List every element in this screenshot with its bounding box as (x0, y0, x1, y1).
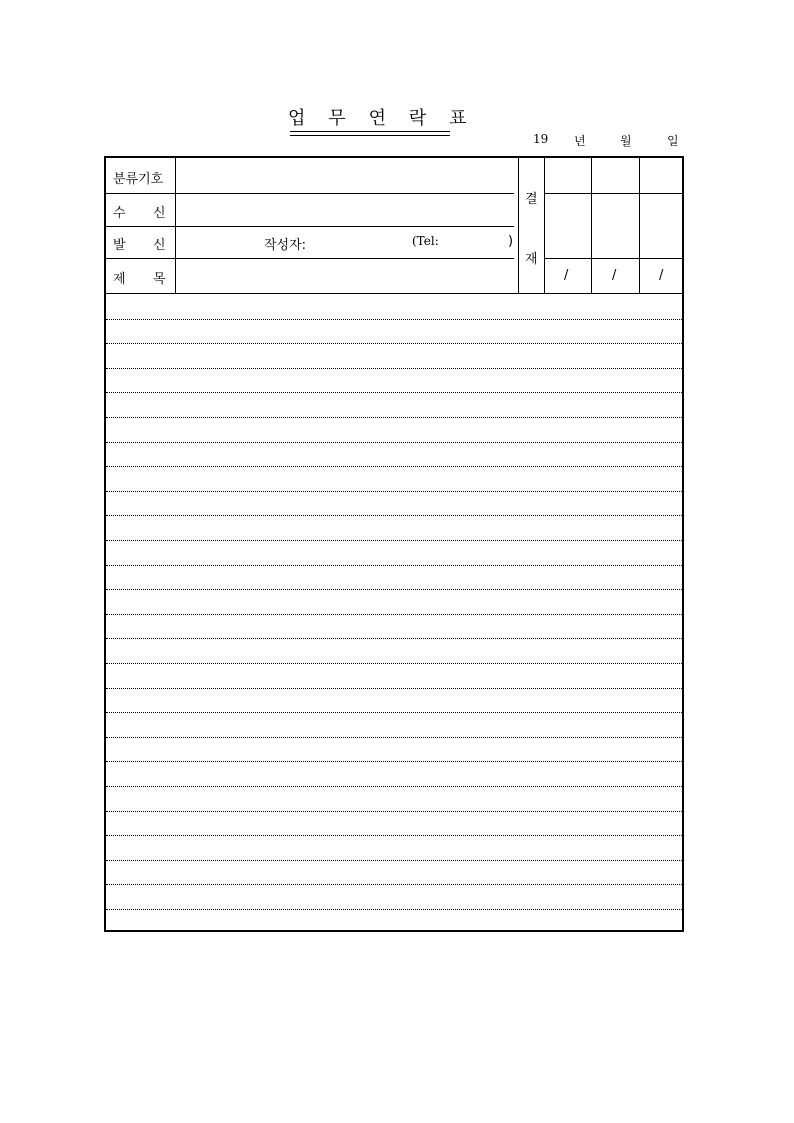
ruled-line (106, 786, 682, 787)
ruled-line (106, 811, 682, 812)
ruled-line (106, 860, 682, 861)
writer-label: 작성자: (264, 238, 307, 253)
sender-label-right: 신 (153, 238, 166, 253)
ruled-line (106, 761, 682, 762)
ruled-line (106, 491, 682, 492)
tel-close: ) (508, 234, 514, 249)
ruled-line (106, 712, 682, 713)
year-prefix: 19 (533, 132, 549, 146)
ruled-line (106, 442, 682, 443)
title-underline (290, 131, 450, 132)
approval-date-slash: / (564, 268, 569, 283)
recipient-field[interactable] (176, 194, 518, 226)
month-label: 월 (620, 134, 632, 148)
ruled-line (106, 663, 682, 664)
recipient-label-right: 신 (153, 206, 166, 221)
approval-left-border (518, 158, 519, 293)
classification-label: 분류기호 (113, 172, 164, 187)
title-underline (290, 135, 450, 136)
ruled-line (106, 835, 682, 836)
page-title: 업 무 연 락 표 (288, 108, 467, 129)
row-divider (106, 226, 514, 227)
ruled-line (106, 909, 682, 910)
approval-divider (544, 258, 682, 259)
recipient-label-left: 수 (113, 206, 126, 221)
ruled-line (106, 343, 682, 344)
subject-field[interactable] (176, 259, 518, 293)
ruled-line (106, 466, 682, 467)
ruled-line (106, 688, 682, 689)
ruled-line (106, 884, 682, 885)
year-label: 년 (574, 134, 586, 148)
ruled-line (106, 737, 682, 738)
content-body[interactable] (106, 294, 682, 930)
approval-sign-box[interactable] (640, 194, 684, 258)
form-frame (104, 156, 684, 932)
ruled-line (106, 565, 682, 566)
approval-label-bottom: 재 (525, 252, 538, 267)
approval-sign-box[interactable] (545, 194, 591, 258)
ruled-line (106, 417, 682, 418)
classification-field[interactable] (176, 158, 518, 193)
subject-label-right: 목 (153, 272, 166, 287)
tel-label: (Tel: (412, 234, 439, 248)
ruled-line (106, 589, 682, 590)
ruled-line (106, 638, 682, 639)
ruled-line (106, 319, 682, 320)
sender-label-left: 발 (113, 238, 126, 253)
ruled-line (106, 540, 682, 541)
day-label: 일 (667, 134, 679, 148)
approval-date-slash: / (659, 268, 664, 283)
approval-label-top: 결 (525, 192, 538, 207)
ruled-line (106, 392, 682, 393)
ruled-line (106, 614, 682, 615)
approval-date-slash: / (612, 268, 617, 283)
subject-label-left: 제 (113, 272, 126, 287)
approval-sign-box[interactable] (592, 194, 639, 258)
ruled-line (106, 368, 682, 369)
ruled-line (106, 515, 682, 516)
